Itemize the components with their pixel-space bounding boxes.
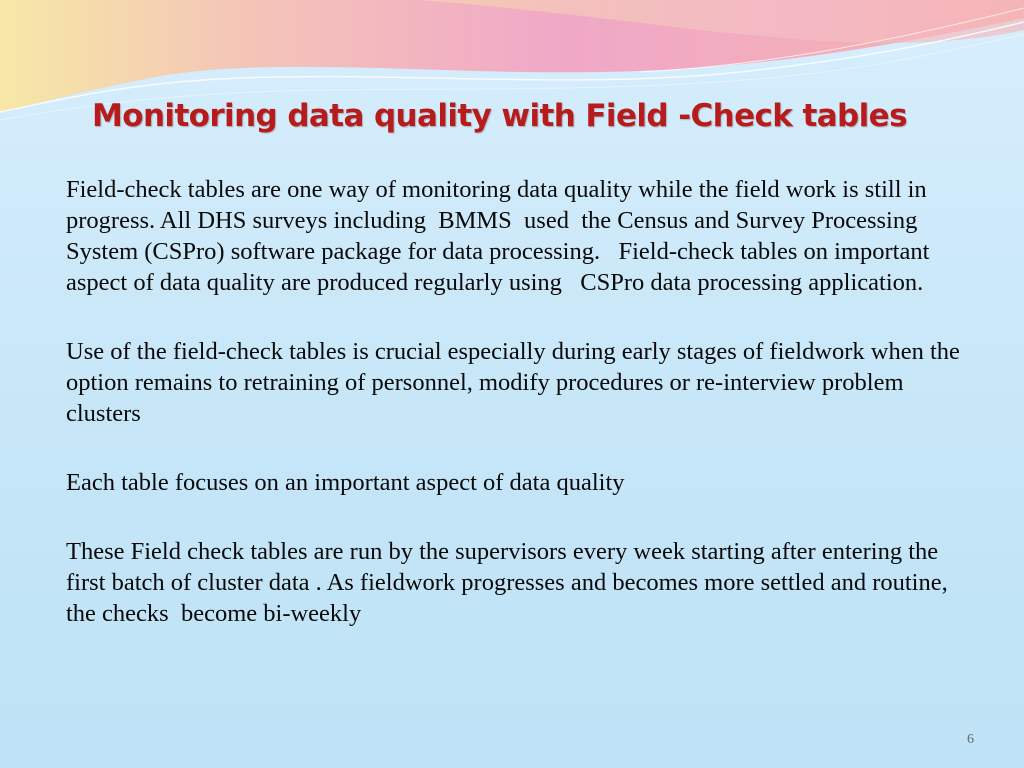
paragraph-supervisor-schedule: These Field check tables are run by the supervisors every week starting after entering the first batch of cluster data . As fieldwork progresses and becomes more settled and routine, the checks become bi-weekly <box>66 538 954 627</box>
page-number: 6 <box>967 732 974 747</box>
paragraph-table-focus: Each table focuses on an important aspect of data quality <box>66 469 625 496</box>
paragraph-field-check-overview: Field-check tables are one way of monitoring data quality while the field work is still in progress. All DHS surveys including BMMS used the Census and Survey Processing System (CSPro) software package for data processing. Field-check tables on important aspect of data quality are produced regularly using CSPro data processing application. <box>66 176 936 296</box>
slide-title: Monitoring data quality with Field -Check tables <box>92 98 907 134</box>
paragraph-early-stages: Use of the field-check tables is crucial especially during early stages of fieldwork when the option remains to retraining of personnel, modify procedures or re-interview problem clusters <box>66 338 967 427</box>
slide-body <box>66 174 966 667</box>
